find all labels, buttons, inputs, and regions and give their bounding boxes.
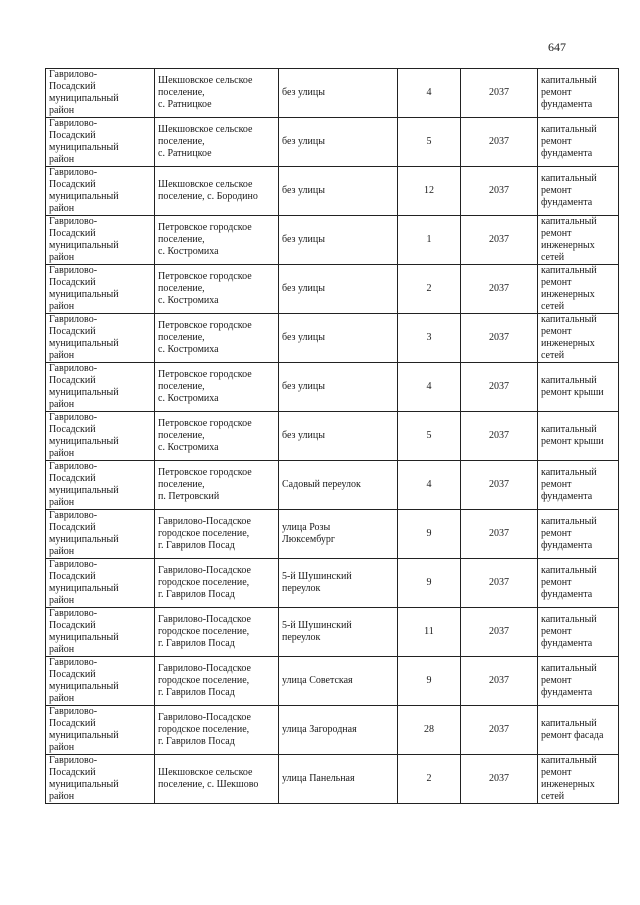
house-number-cell <box>398 363 461 412</box>
year-cell <box>461 314 538 363</box>
work-type-cell <box>538 608 619 657</box>
house-number-cell <box>398 69 461 118</box>
street-cell-text: улица Розы Люксембург <box>282 522 335 545</box>
street-cell-text: без улицы <box>282 87 325 98</box>
table-row <box>46 118 619 167</box>
table-row <box>46 412 619 461</box>
work-type-cell-text: капитальный ремонт фасада <box>541 718 604 741</box>
district-cell <box>46 265 155 314</box>
settlement-cell <box>155 755 279 804</box>
table-row <box>46 167 619 216</box>
district-cell <box>46 510 155 559</box>
street-cell <box>279 265 398 314</box>
street-cell <box>279 657 398 706</box>
settlement-cell-text: Гаврилово-Посадское городское поселение, г. Гаврилов Посад <box>158 614 251 649</box>
work-type-cell-text: капитальный ремонт инженерных сетей <box>541 755 597 802</box>
house-number-cell <box>398 706 461 755</box>
district-cell <box>46 461 155 510</box>
district-cell <box>46 559 155 608</box>
table-row <box>46 216 619 265</box>
street-cell-text: 5-й Шушинский переулок <box>282 620 352 643</box>
settlement-cell-text: Гаврилово-Посадское городское поселение, г. Гаврилов Посад <box>158 516 251 551</box>
district-cell-text: Гаврилово- Посадский муниципальный район <box>49 167 119 214</box>
year-cell <box>461 216 538 265</box>
street-cell <box>279 706 398 755</box>
settlement-cell <box>155 706 279 755</box>
street-cell-text: без улицы <box>282 136 325 147</box>
work-type-cell-text: капитальный ремонт инженерных сетей <box>541 265 597 312</box>
street-cell <box>279 412 398 461</box>
settlement-cell <box>155 559 279 608</box>
house-number-cell <box>398 657 461 706</box>
work-type-cell <box>538 265 619 314</box>
district-cell <box>46 167 155 216</box>
street-cell <box>279 118 398 167</box>
district-cell-text: Гаврилово- Посадский муниципальный район <box>49 265 119 312</box>
year-cell <box>461 706 538 755</box>
year-cell <box>461 461 538 510</box>
year-cell-text: 2037 <box>489 626 509 637</box>
page-number: 647 <box>548 40 566 54</box>
settlement-cell-text: Шекшовское сельское поселение, с. Ратницкое <box>158 124 253 159</box>
settlement-cell-text: Петровское городское поселение, п. Петровский <box>158 467 252 502</box>
district-cell <box>46 755 155 804</box>
year-cell <box>461 363 538 412</box>
house-number-cell <box>398 216 461 265</box>
district-cell-text: Гаврилово- Посадский муниципальный район <box>49 510 119 557</box>
work-type-cell-text: капитальный ремонт фундамента <box>541 516 597 551</box>
house-number-cell <box>398 412 461 461</box>
house-number-cell-text: 28 <box>424 724 434 735</box>
street-cell <box>279 510 398 559</box>
settlement-cell <box>155 412 279 461</box>
work-type-cell-text: капитальный ремонт фундамента <box>541 467 597 502</box>
house-number-cell-text: 5 <box>426 430 432 441</box>
year-cell-text: 2037 <box>489 283 509 294</box>
year-cell <box>461 118 538 167</box>
work-type-cell <box>538 167 619 216</box>
table-row <box>46 510 619 559</box>
settlement-cell <box>155 608 279 657</box>
street-cell <box>279 559 398 608</box>
street-cell <box>279 69 398 118</box>
year-cell <box>461 755 538 804</box>
house-number-cell-text: 12 <box>424 185 434 196</box>
settlement-cell <box>155 265 279 314</box>
work-type-cell <box>538 755 619 804</box>
district-cell-text: Гаврилово- Посадский муниципальный район <box>49 216 119 263</box>
house-number-cell-text: 2 <box>426 773 432 784</box>
district-cell <box>46 118 155 167</box>
repair-schedule-table <box>45 68 619 804</box>
street-cell-text: без улицы <box>282 381 325 392</box>
street-cell-text: 5-й Шушинский переулок <box>282 571 352 594</box>
street-cell-text: без улицы <box>282 430 325 441</box>
street-cell <box>279 461 398 510</box>
settlement-cell-text: Петровское городское поселение, с. Костромиха <box>158 369 252 404</box>
work-type-cell <box>538 314 619 363</box>
house-number-cell-text: 4 <box>426 87 432 98</box>
settlement-cell-text: Гаврилово-Посадское городское поселение, г. Гаврилов Посад <box>158 663 251 698</box>
street-cell <box>279 167 398 216</box>
house-number-cell <box>398 167 461 216</box>
work-type-cell <box>538 461 619 510</box>
street-cell-text: улица Загородная <box>282 724 357 735</box>
district-cell-text: Гаврилово- Посадский муниципальный район <box>49 69 119 116</box>
street-cell-text: без улицы <box>282 234 325 245</box>
year-cell-text: 2037 <box>489 773 509 784</box>
year-cell-text: 2037 <box>489 577 509 588</box>
table-body <box>46 69 619 804</box>
year-cell-text: 2037 <box>489 381 509 392</box>
year-cell-text: 2037 <box>489 479 509 490</box>
house-number-cell-text: 4 <box>426 381 432 392</box>
district-cell <box>46 69 155 118</box>
work-type-cell <box>538 657 619 706</box>
settlement-cell-text: Шекшовское сельское поселение, с. Шекшово <box>158 767 259 790</box>
table-row <box>46 363 619 412</box>
settlement-cell-text: Шекшовское сельское поселение, с. Ратницкое <box>158 75 253 110</box>
work-type-cell-text: капитальный ремонт фундамента <box>541 173 597 208</box>
table-row <box>46 69 619 118</box>
street-cell-text: улица Советская <box>282 675 353 686</box>
work-type-cell-text: капитальный ремонт фундамента <box>541 565 597 600</box>
street-cell <box>279 216 398 265</box>
house-number-cell-text: 5 <box>426 136 432 147</box>
table-row <box>46 265 619 314</box>
district-cell-text: Гаврилово- Посадский муниципальный район <box>49 657 119 704</box>
settlement-cell <box>155 461 279 510</box>
year-cell <box>461 69 538 118</box>
house-number-cell-text: 11 <box>424 626 434 637</box>
district-cell <box>46 608 155 657</box>
district-cell <box>46 216 155 265</box>
work-type-cell <box>538 216 619 265</box>
street-cell-text: без улицы <box>282 283 325 294</box>
district-cell <box>46 706 155 755</box>
year-cell <box>461 510 538 559</box>
street-cell <box>279 363 398 412</box>
settlement-cell <box>155 69 279 118</box>
settlement-cell-text: Петровское городское поселение, с. Костромиха <box>158 271 252 306</box>
street-cell <box>279 755 398 804</box>
settlement-cell <box>155 510 279 559</box>
settlement-cell-text: Петровское городское поселение, с. Костромиха <box>158 320 252 355</box>
table-row <box>46 461 619 510</box>
house-number-cell <box>398 118 461 167</box>
table-row <box>46 657 619 706</box>
house-number-cell-text: 3 <box>426 332 432 343</box>
district-cell-text: Гаврилово- Посадский муниципальный район <box>49 559 119 606</box>
year-cell-text: 2037 <box>489 185 509 196</box>
year-cell-text: 2037 <box>489 87 509 98</box>
work-type-cell-text: капитальный ремонт фундамента <box>541 663 597 698</box>
district-cell-text: Гаврилово- Посадский муниципальный район <box>49 412 119 459</box>
work-type-cell-text: капитальный ремонт инженерных сетей <box>541 314 597 361</box>
street-cell <box>279 314 398 363</box>
house-number-cell <box>398 559 461 608</box>
settlement-cell <box>155 363 279 412</box>
table-row <box>46 755 619 804</box>
year-cell <box>461 608 538 657</box>
work-type-cell-text: капитальный ремонт фундамента <box>541 124 597 159</box>
house-number-cell <box>398 510 461 559</box>
street-cell-text: без улицы <box>282 332 325 343</box>
district-cell-text: Гаврилово- Посадский муниципальный район <box>49 608 119 655</box>
house-number-cell-text: 9 <box>426 528 432 539</box>
table-row <box>46 559 619 608</box>
district-cell <box>46 657 155 706</box>
house-number-cell-text: 9 <box>426 675 432 686</box>
table-row <box>46 314 619 363</box>
house-number-cell <box>398 608 461 657</box>
work-type-cell-text: капитальный ремонт крыши <box>541 375 604 398</box>
house-number-cell-text: 2 <box>426 283 432 294</box>
house-number-cell-text: 4 <box>426 479 432 490</box>
year-cell <box>461 657 538 706</box>
work-type-cell <box>538 69 619 118</box>
work-type-cell <box>538 706 619 755</box>
year-cell-text: 2037 <box>489 430 509 441</box>
district-cell <box>46 314 155 363</box>
year-cell-text: 2037 <box>489 675 509 686</box>
year-cell-text: 2037 <box>489 528 509 539</box>
street-cell <box>279 608 398 657</box>
year-cell-text: 2037 <box>489 724 509 735</box>
year-cell <box>461 412 538 461</box>
settlement-cell <box>155 314 279 363</box>
district-cell-text: Гаврилово- Посадский муниципальный район <box>49 314 119 361</box>
settlement-cell-text: Гаврилово-Посадское городское поселение, г. Гаврилов Посад <box>158 712 251 747</box>
district-cell <box>46 363 155 412</box>
year-cell <box>461 265 538 314</box>
settlement-cell-text: Шекшовское сельское поселение, с. Бородино <box>158 179 258 202</box>
settlement-cell <box>155 657 279 706</box>
district-cell-text: Гаврилово- Посадский муниципальный район <box>49 118 119 165</box>
district-cell-text: Гаврилово- Посадский муниципальный район <box>49 706 119 753</box>
work-type-cell <box>538 363 619 412</box>
settlement-cell-text: Гаврилово-Посадское городское поселение, г. Гаврилов Посад <box>158 565 251 600</box>
street-cell-text: Садовый переулок <box>282 479 361 490</box>
work-type-cell-text: капитальный ремонт фундамента <box>541 75 597 110</box>
district-cell-text: Гаврилово- Посадский муниципальный район <box>49 755 119 802</box>
house-number-cell <box>398 755 461 804</box>
table-row <box>46 706 619 755</box>
work-type-cell-text: капитальный ремонт крыши <box>541 424 604 447</box>
year-cell-text: 2037 <box>489 136 509 147</box>
house-number-cell <box>398 314 461 363</box>
street-cell-text: улица Панельная <box>282 773 355 784</box>
work-type-cell-text: капитальный ремонт фундамента <box>541 614 597 649</box>
work-type-cell <box>538 559 619 608</box>
work-type-cell <box>538 118 619 167</box>
district-cell-text: Гаврилово- Посадский муниципальный район <box>49 461 119 508</box>
settlement-cell-text: Петровское городское поселение, с. Костромиха <box>158 222 252 257</box>
year-cell <box>461 167 538 216</box>
work-type-cell-text: капитальный ремонт инженерных сетей <box>541 216 597 263</box>
work-type-cell <box>538 412 619 461</box>
settlement-cell <box>155 216 279 265</box>
year-cell <box>461 559 538 608</box>
settlement-cell <box>155 118 279 167</box>
house-number-cell <box>398 461 461 510</box>
table-row <box>46 608 619 657</box>
district-cell-text: Гаврилово- Посадский муниципальный район <box>49 363 119 410</box>
year-cell-text: 2037 <box>489 234 509 245</box>
house-number-cell <box>398 265 461 314</box>
house-number-cell-text: 9 <box>426 577 432 588</box>
year-cell-text: 2037 <box>489 332 509 343</box>
work-type-cell <box>538 510 619 559</box>
settlement-cell-text: Петровское городское поселение, с. Костромиха <box>158 418 252 453</box>
settlement-cell <box>155 167 279 216</box>
house-number-cell-text: 1 <box>426 234 432 245</box>
district-cell <box>46 412 155 461</box>
street-cell-text: без улицы <box>282 185 325 196</box>
